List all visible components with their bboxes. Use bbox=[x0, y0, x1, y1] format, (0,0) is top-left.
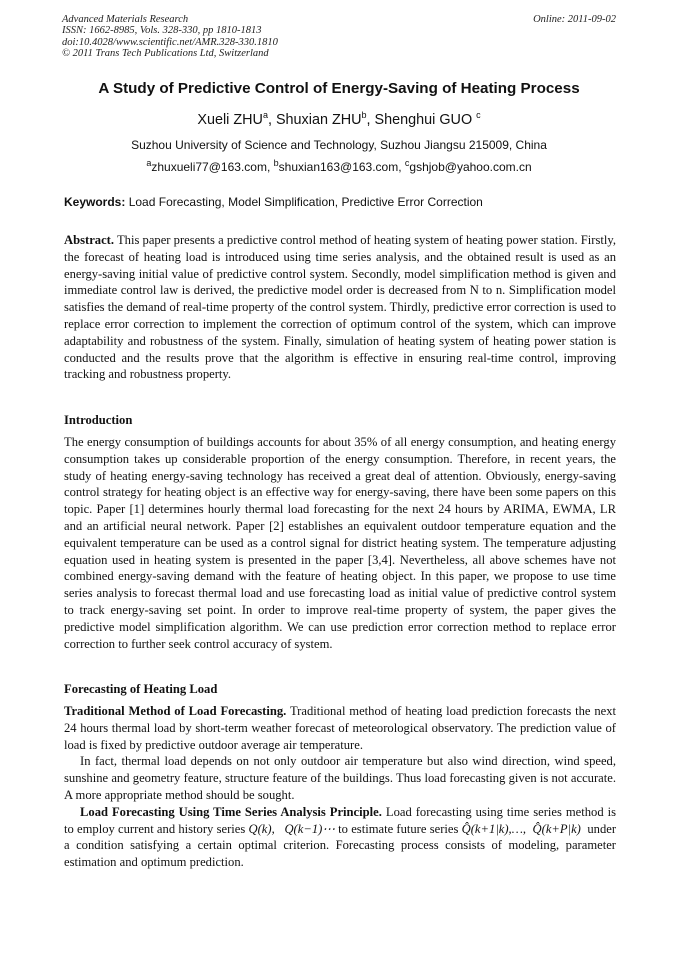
journal-copyright: © 2011 Trans Tech Publications Ltd, Switzerland bbox=[62, 48, 269, 60]
author-mark: b bbox=[361, 110, 367, 121]
math-qhat-k-plus-1: Q̂(k+1|k),…, bbox=[461, 821, 527, 836]
email-link[interactable]: zhuxueli77@163.com bbox=[151, 160, 267, 174]
introduction-heading: Introduction bbox=[64, 413, 133, 427]
journal-name: Advanced Materials Research bbox=[62, 14, 189, 25]
email-list: $^a$zhuxueli77@163.com, $^b$shuxian163@163.com, $^c$gshjob@yahoo.com.cn bbox=[146, 158, 532, 174]
time-series-text-a: Load forecasting using time series method is to employ current and history series bbox=[64, 804, 616, 836]
online-date: Online: 2011-09-02 bbox=[533, 14, 616, 25]
introduction-paragraph: The energy consumption of buildings accounts for about 35% of all energy consumption, and heating energy consumption takes up considerable proportion of the energy consumption. Therefore, in recent years, the study of heating energy-saving technology has received a great deal of attention. Obviously, energy-saving control strategy for heating object is an effective way for energy-saving, there have been some papers on this topic. Paper [1] determines hourly thermal load forecasting for the next 24 hours by ARIMA, EWMA, LR and an artificial neural network. Paper [2] establishes an equivalent outdoor temperature equation and the equivalent temperature can be used as a control signal for district heating system. The temperature adjusting equation used in heating system is presented in the paper [3,4]. Nevertheless, all above schemes have not combined energy-saving demand with the feature of heating object. In this paper, we propose to use time series analysis to forecast thermal load and use forecasting load as initial value of predictive control system to track energy-saving set point. In order to improve real-time property of system, the paper gives the predictive model simplification algorithm. We can use prediction error correction method to replace error correction to further seek control accuracy of system. bbox=[64, 435, 616, 651]
email-mark: c bbox=[404, 158, 410, 168]
traditional-paragraph bbox=[64, 703, 616, 753]
email-link[interactable]: gshjob@yahoo.com.cn bbox=[409, 160, 532, 174]
keywords bbox=[64, 195, 616, 209]
abstract-paragraph bbox=[64, 232, 616, 383]
abstract-label: Abstract. bbox=[64, 233, 115, 247]
keywords-text: Load Forecasting, Model Simplification, Predictive Error Correction bbox=[128, 195, 483, 209]
traditional-text: Traditional method of heating load prediction forecasts the next 24 hours thermal load by short-term weather forecast of meteorological observatory. The prediction value of load is fixed by predictive outdoor average air temperature. bbox=[64, 704, 617, 752]
author-name: Shenghui GUO bbox=[374, 112, 473, 128]
author-list: Xueli ZHU$^a$, Shuxian ZHU$^b$, Shenghui GUO $^c$ bbox=[197, 110, 481, 128]
journal-issn: ISSN: 1662-8985, Vols. 328-330, pp 1810-1813 bbox=[62, 25, 262, 37]
introduction-section bbox=[64, 434, 616, 652]
journal-doi: doi:10.4028/www.scientific.net/AMR.328-330.1810 bbox=[62, 36, 278, 48]
journal-header bbox=[62, 14, 616, 60]
time-series-text-c: under a condition satisfying a certain optimal criterion. Forecasting process consists of modeling, parameter estimation and optimum prediction. bbox=[64, 821, 617, 870]
math-qhat-k-plus-p: Q̂(k+P|k) bbox=[532, 821, 581, 836]
email-mark: a bbox=[146, 158, 152, 168]
author-mark: a bbox=[262, 110, 268, 121]
author-name: Xueli ZHU bbox=[197, 112, 263, 128]
email-link[interactable]: shuxian163@163.com bbox=[278, 160, 399, 174]
time-series-paragraph bbox=[64, 804, 616, 871]
keywords-label: Keywords: bbox=[64, 195, 126, 209]
time-series-label: Load Forecasting Using Time Series Analysis Principle. bbox=[80, 804, 382, 819]
traditional-label: Traditional Method of Load Forecasting. bbox=[64, 704, 287, 718]
time-series-text-b: to estimate future series bbox=[338, 821, 459, 836]
abstract-text: This paper presents a predictive control method of heating system of heating power station. Firstly, the forecast of heating load is introduced using time series analysis, and the obtained result is used as an energy-saving initial value of predictive control system. Secondly, model simplification method is given and immediate control law is derived, the predictive model order is decreased from N to n. Simplification model satisfies the demand of real-time property of the control system. Thirdly, predictive error correction is used to replace error correction to implement the correction of optimum control of the system, which can improve adaptability and robustness of the system. Finally, simulation of heating system of heating power station is conducted and the results prove that the algorithm is effective in ensuring real-time control, improving tracking and robustness property. bbox=[64, 233, 616, 382]
email-mark: b bbox=[273, 158, 279, 168]
author-name: Shuxian ZHU bbox=[275, 112, 362, 128]
forecasting-heading: Forecasting of Heating Load bbox=[64, 682, 218, 696]
math-q-k: Q(k), bbox=[248, 821, 275, 836]
thermal-load-paragraph: In fact, thermal load depends on not only outdoor air temperature but also wind direction, wind speed, sunshine and geometry feature, structure feature of the buildings. Thus load forecasting given is not accurate. A more appropriate method should be sought. bbox=[64, 754, 616, 802]
math-q-k-minus-1: Q(k−1)⋯ bbox=[284, 821, 335, 836]
affiliation: Suzhou University of Science and Technology, Suzhou Jiangsu 215009, China bbox=[131, 138, 547, 152]
author-mark: c bbox=[476, 110, 481, 121]
abstract-section bbox=[64, 232, 616, 383]
paper-title: A Study of Predictive Control of Energy-Saving of Heating Process bbox=[98, 80, 580, 97]
forecasting-section bbox=[64, 703, 616, 871]
